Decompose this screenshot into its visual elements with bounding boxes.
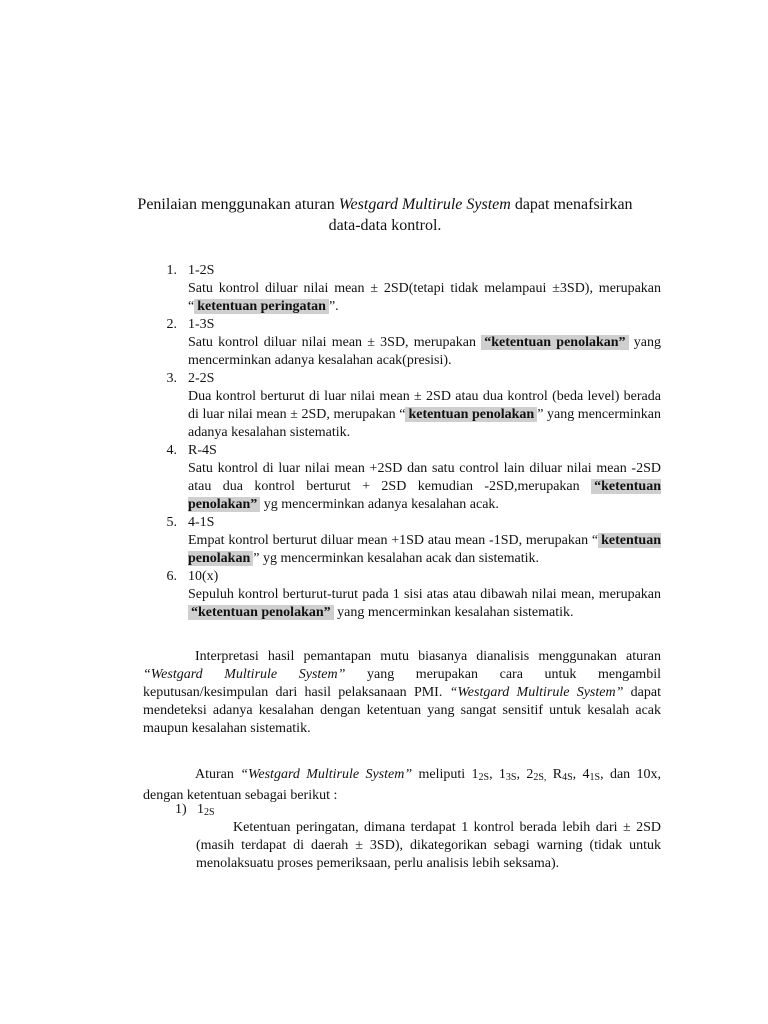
sub-rule-name: 1 [197,802,204,817]
rule-name: 2-2S [188,371,215,386]
paragraph-text: , 4 [572,767,590,782]
rule-name: R-4S [188,443,217,458]
list-number: 3. [166,371,177,386]
rule-description [188,460,661,514]
list-number: 2. [166,317,177,332]
highlighted-term: ketentuan peringatan [194,299,329,314]
highlighted-term: “ketentuan penolakan” [481,335,628,350]
rule-subscript: 2S, [533,772,547,783]
list-item [147,316,661,370]
list-item [147,370,661,442]
rule-text: ” yg mencerminkan kesalahan acak dan sistematik. [253,551,539,566]
rule-text: ”. [328,299,339,314]
title-italic: Westgard Multirule System [338,196,511,213]
rule-name: 1-2S [188,263,215,278]
rule-name: 4-1S [188,515,215,530]
highlighted-term: ketentuan penolakan [405,407,537,422]
paragraph-text: , dan 10x, dengan ketentuan sebagai berikut : [143,767,662,803]
rule-subscript: 2S [478,772,490,783]
rule-text: Satu kontrol di luar nilai mean +2SD dan satu control lain diluar nilai mean -2SD atau dua kontrol berturut + 2SD kemudian -2SD,merupakan [188,461,661,494]
list-item [147,514,661,568]
paragraph-text: dapat mendeteksi adanya kesalahan dengan ketentuan yang sangat sensitif untuk kesalah acak maupun kesalahan sistematik. [143,685,661,736]
rule-description [188,388,661,442]
rule-text: yang mencerminkan kesalahan sistematik. [333,605,574,620]
page-title [120,194,650,236]
rule-text: yg mencerminkan adanya kesalahan acak. [260,497,499,512]
paragraph-text: R [546,767,563,782]
sub-list-marker: 1) [175,802,187,817]
rule-text: Satu kontrol diluar nilai mean ± 2SD(tetapi tidak melampaui ±3SD), merupakan “ [188,281,661,314]
rule-description [188,532,661,568]
title-post: dapat menafsirkan data-data kontrol. [328,196,633,234]
highlighted-term: ketentuan penolakan [188,533,661,566]
rule-name: 1-3S [188,317,215,332]
rule-description [188,586,661,622]
italic-term: “Westgard Multirule System” [143,667,346,682]
italic-term: “Westgard Multirule System” [240,767,413,782]
list-item [147,262,661,316]
rule-subscript: 4S [562,772,573,783]
paragraph-text: Aturan [195,767,241,782]
list-item [147,568,661,622]
rules-intro-paragraph [143,766,661,805]
list-number: 5. [166,515,177,530]
rule-subscript: 3S [505,772,517,783]
rule-description [188,334,661,370]
rule-text: Empat kontrol berturut diluar mean +1SD atau mean -1SD, merupakan “ [188,533,599,548]
list-number: 4. [166,443,177,458]
rule-text: Dua kontrol berturut di luar nilai mean ± 2SD atau dua kontrol (beda level) berada di luar nilai mean ± 2SD, merupakan “ [188,389,661,422]
list-number: 1. [166,263,177,278]
interpretation-paragraph [143,648,661,738]
italic-term: “Westgard Multirule System” [449,685,624,700]
rule-subscript: 1S [589,772,601,783]
paragraph-text: yang merupakan cara untuk mengambil keputusan/kesimpulan dari hasil pelaksanaan PMI. [143,667,661,700]
rule-text: Satu kontrol diluar nilai mean ± 3SD, merupakan [188,335,482,350]
paragraph-text: Interpretasi hasil pemantapan mutu biasanya dianalisis menggunakan aturan [195,649,661,664]
rule-name: 10(x) [188,569,219,584]
rule-text: yang mencerminkan adanya kesalahan acak(presisi). [188,335,661,368]
paragraph-text: , 2 [516,767,534,782]
list-number: 6. [166,569,177,584]
westgard-rules-list [147,262,661,622]
list-item [147,442,661,514]
title-pre: Penilaian menggunakan aturan [137,196,339,213]
paragraph-text: meliputi 1 [412,767,479,782]
highlighted-term: “ketentuan penolakan” [188,479,661,512]
rule-text: Sepuluh kontrol berturut-turut pada 1 sisi atas atau dibawah nilai mean, merupakan [188,587,661,602]
rule-description [188,280,661,316]
rule-text: ” yang mencerminkan adanya kesalahan sistematik. [188,407,661,440]
paragraph-text: , 1 [489,767,506,782]
rule-subscript: 2S [204,807,215,818]
sub-item-description: Ketentuan peringatan, dimana terdapat 1 kontrol berada lebih dari ± 2SD (masih terdapat di daerah ± 3SD), dikategorikan sebagi warning (tidak untuk menolaksuatu proses pemeriksaan, perlu analisis lebih seksama). [196,820,661,871]
highlighted-term: “ketentuan penolakan” [188,605,334,620]
